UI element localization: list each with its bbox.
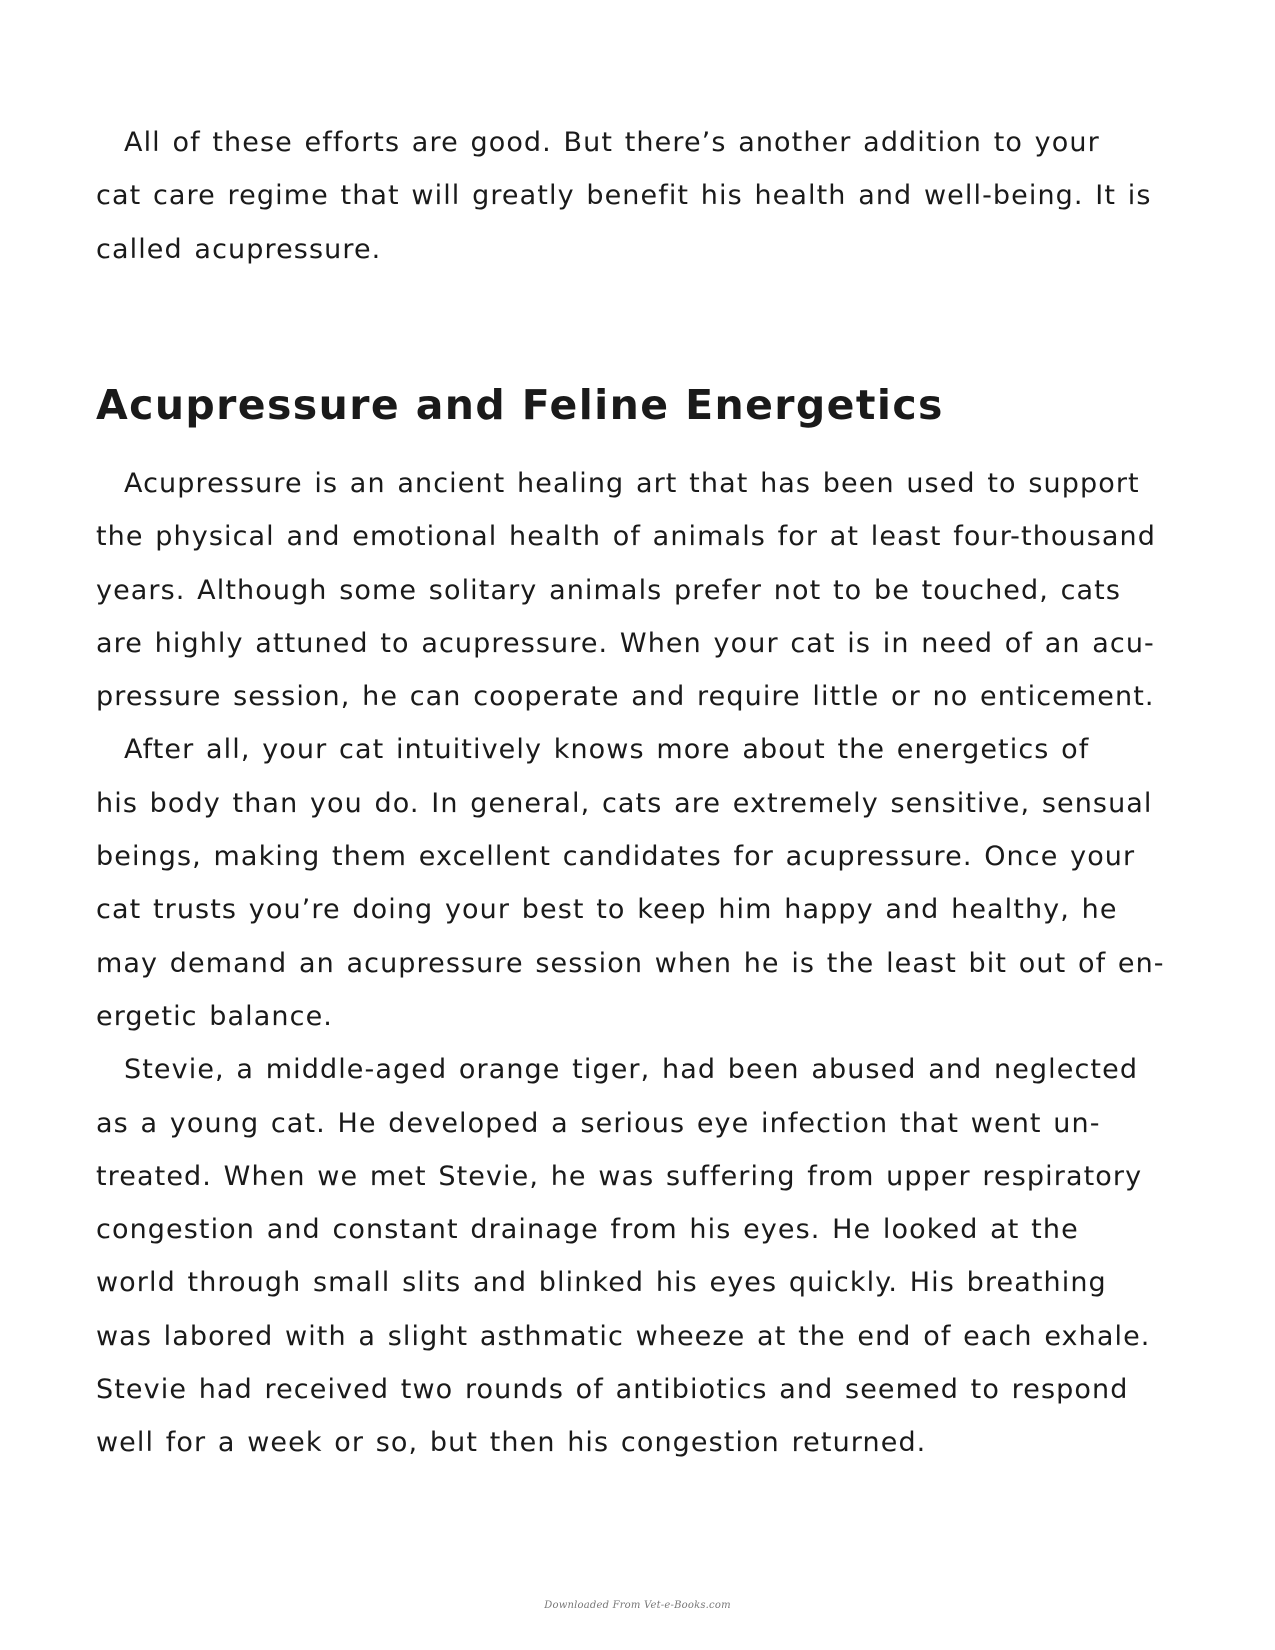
footer-watermark: Downloaded From Vet-e-Books.com bbox=[544, 1600, 731, 1611]
body-text bbox=[96, 457, 1186, 1470]
paragraph-line: ergetic balance. bbox=[96, 1000, 333, 1032]
paragraph-line: was labored with a slight asthmatic wheeze at the end of each exhale. bbox=[96, 1320, 1151, 1352]
paragraph-line: cat trusts you’re doing your best to keep him happy and healthy, he bbox=[96, 894, 1118, 926]
paragraph-line: are highly attuned to acupressure. When your cat is in need of an acu- bbox=[96, 627, 1155, 659]
paragraph-line: Stevie had received two rounds of antibiotics and seemed to respond bbox=[96, 1374, 1129, 1406]
paragraph-line: treated. When we met Stevie, he was suffering from upper respiratory bbox=[96, 1160, 1143, 1192]
paragraph-line: Acupressure is an ancient healing art that has been used to support bbox=[124, 468, 1140, 499]
paragraph-line: world through small slits and blinked his eyes quickly. His breathing bbox=[96, 1267, 1107, 1299]
paragraph-line: his body than you do. In general, cats are extremely sensitive, sensual bbox=[96, 787, 1153, 819]
paragraph-line: congestion and constant drainage from his eyes. He looked at the bbox=[96, 1214, 1079, 1246]
paragraph-line: Stevie, a middle-aged orange tiger, had been abused and neglected bbox=[124, 1054, 1139, 1086]
paragraph-line: cat care regime that will greatly benefit his health and well-being. It is bbox=[96, 180, 1152, 212]
paragraph-line: years. Although some solitary animals prefer not to be touched, cats bbox=[96, 574, 1122, 606]
paragraph-line: well for a week or so, but then his congestion returned. bbox=[96, 1427, 927, 1459]
paragraph-line: may demand an acupressure session when he is the least bit out of en- bbox=[96, 947, 1165, 979]
paragraph-line: After all, your cat intuitively knows more about the energetics of bbox=[124, 734, 1090, 766]
section-heading: Acupressure and Feline Energetics bbox=[96, 381, 944, 429]
paragraph-line: as a young cat. He developed a serious eye infection that went un- bbox=[96, 1107, 1101, 1139]
paragraph-line: beings, making them excellent candidates for acupressure. Once your bbox=[96, 841, 1136, 873]
paragraph-line: All of these efforts are good. But there’s another addition to your bbox=[124, 127, 1100, 158]
paragraph-line: called acupressure. bbox=[96, 233, 382, 265]
intro-paragraph bbox=[96, 116, 1186, 276]
paragraph-line: pressure session, he can cooperate and require little or no enticement. bbox=[96, 681, 1155, 713]
paragraph-line: the physical and emotional health of animals for at least four-thousand bbox=[96, 521, 1157, 553]
